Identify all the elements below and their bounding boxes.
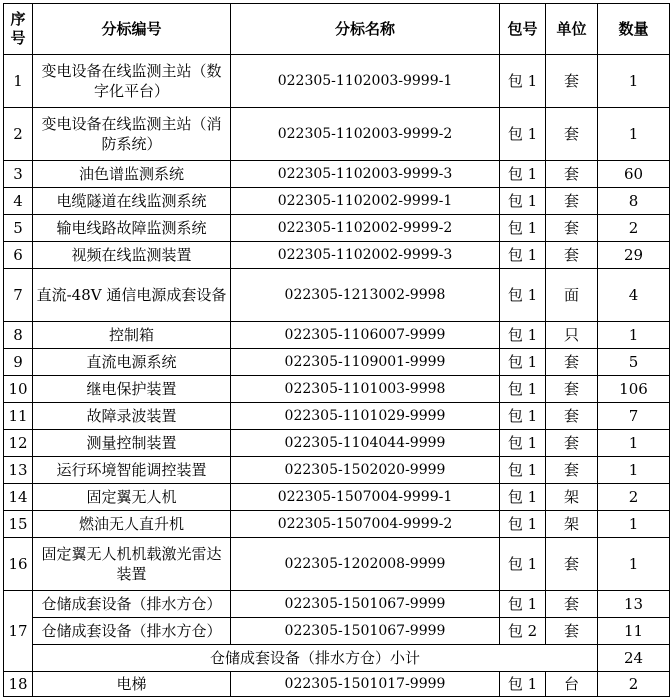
cell-seq: 12 xyxy=(4,430,33,457)
subtotal-qty: 24 xyxy=(598,645,670,672)
cell-name: 继电保护装置 xyxy=(33,376,231,403)
table-row xyxy=(4,430,670,457)
cell-unit: 套 xyxy=(546,618,598,645)
header-qty: 数量 xyxy=(598,4,670,55)
table-row xyxy=(4,161,670,188)
cell-unit: 套 xyxy=(546,108,598,161)
cell-code: 022305-1501017-9999 xyxy=(231,672,500,697)
cell-name: 输电线路故障监测系统 xyxy=(33,215,231,242)
subtotal-row xyxy=(4,645,670,672)
cell-pkg: 包 1 xyxy=(500,242,546,269)
cell-code: 022305-1501067-9999 xyxy=(231,591,500,618)
cell-seq: 6 xyxy=(4,242,33,269)
cell-name: 变电设备在线监测主站（数字化平台） xyxy=(33,55,231,108)
table-row xyxy=(4,457,670,484)
cell-unit: 套 xyxy=(546,538,598,591)
cell-qty: 5 xyxy=(598,349,670,376)
cell-pkg: 包 1 xyxy=(500,403,546,430)
cell-pkg: 包 1 xyxy=(500,511,546,538)
cell-qty: 60 xyxy=(598,161,670,188)
cell-name: 油色谱监测系统 xyxy=(33,161,231,188)
table-row xyxy=(4,349,670,376)
table-row xyxy=(4,188,670,215)
cell-name: 直流电源系统 xyxy=(33,349,231,376)
cell-qty: 2 xyxy=(598,672,670,697)
cell-code: 022305-1109001-9999 xyxy=(231,349,500,376)
cell-qty: 11 xyxy=(598,618,670,645)
cell-qty: 1 xyxy=(598,322,670,349)
cell-seq: 4 xyxy=(4,188,33,215)
cell-seq: 2 xyxy=(4,108,33,161)
cell-code: 022305-1102002-9999-3 xyxy=(231,242,500,269)
cell-unit: 套 xyxy=(546,161,598,188)
cell-name: 故障录波装置 xyxy=(33,403,231,430)
cell-pkg: 包 2 xyxy=(500,618,546,645)
cell-seq: 17 xyxy=(4,591,33,672)
cell-unit: 套 xyxy=(546,591,598,618)
table-row xyxy=(4,511,670,538)
cell-code: 022305-1507004-9999-1 xyxy=(231,484,500,511)
table-row xyxy=(4,269,670,322)
cell-seq: 7 xyxy=(4,269,33,322)
table-row xyxy=(4,403,670,430)
header-unit: 单位 xyxy=(546,4,598,55)
cell-seq: 14 xyxy=(4,484,33,511)
table-row xyxy=(4,242,670,269)
cell-code: 022305-1507004-9999-2 xyxy=(231,511,500,538)
cell-name: 仓储成套设备（排水方仓） xyxy=(33,591,231,618)
cell-pkg: 包 1 xyxy=(500,215,546,242)
cell-qty: 8 xyxy=(598,188,670,215)
cell-name: 电梯 xyxy=(33,672,231,697)
cell-code: 022305-1102003-9999-2 xyxy=(231,108,500,161)
table-row xyxy=(4,55,670,108)
cell-seq: 10 xyxy=(4,376,33,403)
cell-seq: 8 xyxy=(4,322,33,349)
cell-code: 022305-1106007-9999 xyxy=(231,322,500,349)
cell-code: 022305-1101003-9998 xyxy=(231,376,500,403)
cell-name: 燃油无人直升机 xyxy=(33,511,231,538)
cell-code: 022305-1104044-9999 xyxy=(231,430,500,457)
cell-seq: 9 xyxy=(4,349,33,376)
cell-code: 022305-1102003-9999-1 xyxy=(231,55,500,108)
cell-unit: 套 xyxy=(546,188,598,215)
table-row xyxy=(4,376,670,403)
table-row xyxy=(4,618,670,645)
cell-unit: 套 xyxy=(546,430,598,457)
cell-code: 022305-1213002-9998 xyxy=(231,269,500,322)
header-sub-name: 分标名称 xyxy=(231,4,500,55)
cell-unit: 套 xyxy=(546,403,598,430)
cell-name: 控制箱 xyxy=(33,322,231,349)
header-pkg: 包号 xyxy=(500,4,546,55)
subtotal-label: 仓储成套设备（排水方仓）小计 xyxy=(33,645,598,672)
cell-unit: 套 xyxy=(546,55,598,108)
table-row xyxy=(4,108,670,161)
cell-name: 运行环境智能调控装置 xyxy=(33,457,231,484)
cell-pkg: 包 1 xyxy=(500,591,546,618)
header-sub-no: 分标编号 xyxy=(33,4,231,55)
cell-name: 电缆隧道在线监测系统 xyxy=(33,188,231,215)
cell-name: 变电设备在线监测主站（消防系统） xyxy=(33,108,231,161)
cell-pkg: 包 1 xyxy=(500,161,546,188)
header-seq: 序号 xyxy=(4,4,33,55)
cell-qty: 1 xyxy=(598,538,670,591)
cell-qty: 7 xyxy=(598,403,670,430)
cell-pkg: 包 1 xyxy=(500,672,546,697)
cell-qty: 2 xyxy=(598,215,670,242)
cell-pkg: 包 1 xyxy=(500,430,546,457)
cell-pkg: 包 1 xyxy=(500,108,546,161)
cell-qty: 29 xyxy=(598,242,670,269)
cell-pkg: 包 1 xyxy=(500,484,546,511)
cell-unit: 台 xyxy=(546,672,598,697)
cell-name: 固定翼无人机 xyxy=(33,484,231,511)
cell-code: 022305-1101029-9999 xyxy=(231,403,500,430)
cell-name: 视频在线监测装置 xyxy=(33,242,231,269)
cell-code: 022305-1102003-9999-3 xyxy=(231,161,500,188)
table-row xyxy=(4,591,670,618)
cell-code: 022305-1102002-9999-1 xyxy=(231,188,500,215)
cell-unit: 套 xyxy=(546,242,598,269)
cell-name: 仓储成套设备（排水方仓） xyxy=(33,618,231,645)
cell-seq: 13 xyxy=(4,457,33,484)
cell-pkg: 包 1 xyxy=(500,538,546,591)
cell-code: 022305-1102002-9999-2 xyxy=(231,215,500,242)
table-row xyxy=(4,322,670,349)
table-header-row xyxy=(4,4,670,55)
cell-unit: 架 xyxy=(546,484,598,511)
cell-pkg: 包 1 xyxy=(500,457,546,484)
table-row xyxy=(4,538,670,591)
cell-code: 022305-1502020-9999 xyxy=(231,457,500,484)
cell-qty: 1 xyxy=(598,511,670,538)
table-row xyxy=(4,215,670,242)
cell-pkg: 包 1 xyxy=(500,55,546,108)
cell-qty: 13 xyxy=(598,591,670,618)
cell-unit: 只 xyxy=(546,322,598,349)
table-row xyxy=(4,672,670,697)
cell-seq: 15 xyxy=(4,511,33,538)
cell-qty: 2 xyxy=(598,484,670,511)
cell-qty: 4 xyxy=(598,269,670,322)
cell-unit: 套 xyxy=(546,376,598,403)
cell-pkg: 包 1 xyxy=(500,322,546,349)
cell-name: 固定翼无人机机载激光雷达装置 xyxy=(33,538,231,591)
cell-unit: 面 xyxy=(546,269,598,322)
cell-qty: 1 xyxy=(598,55,670,108)
cell-seq: 5 xyxy=(4,215,33,242)
table-row xyxy=(4,484,670,511)
cell-qty: 1 xyxy=(598,457,670,484)
cell-seq: 11 xyxy=(4,403,33,430)
bid-section-table xyxy=(3,3,670,697)
cell-seq: 1 xyxy=(4,55,33,108)
cell-pkg: 包 1 xyxy=(500,376,546,403)
cell-name: 直流-48V 通信电源成套设备 xyxy=(33,269,231,322)
cell-qty: 1 xyxy=(598,430,670,457)
cell-seq: 18 xyxy=(4,672,33,697)
cell-pkg: 包 1 xyxy=(500,349,546,376)
cell-qty: 1 xyxy=(598,108,670,161)
cell-seq: 3 xyxy=(4,161,33,188)
cell-code: 022305-1202008-9999 xyxy=(231,538,500,591)
cell-seq: 16 xyxy=(4,538,33,591)
cell-pkg: 包 1 xyxy=(500,269,546,322)
cell-name: 测量控制装置 xyxy=(33,430,231,457)
cell-unit: 架 xyxy=(546,511,598,538)
cell-qty: 106 xyxy=(598,376,670,403)
cell-unit: 套 xyxy=(546,457,598,484)
cell-unit: 套 xyxy=(546,215,598,242)
cell-unit: 套 xyxy=(546,349,598,376)
cell-pkg: 包 1 xyxy=(500,188,546,215)
cell-code: 022305-1501067-9999 xyxy=(231,618,500,645)
